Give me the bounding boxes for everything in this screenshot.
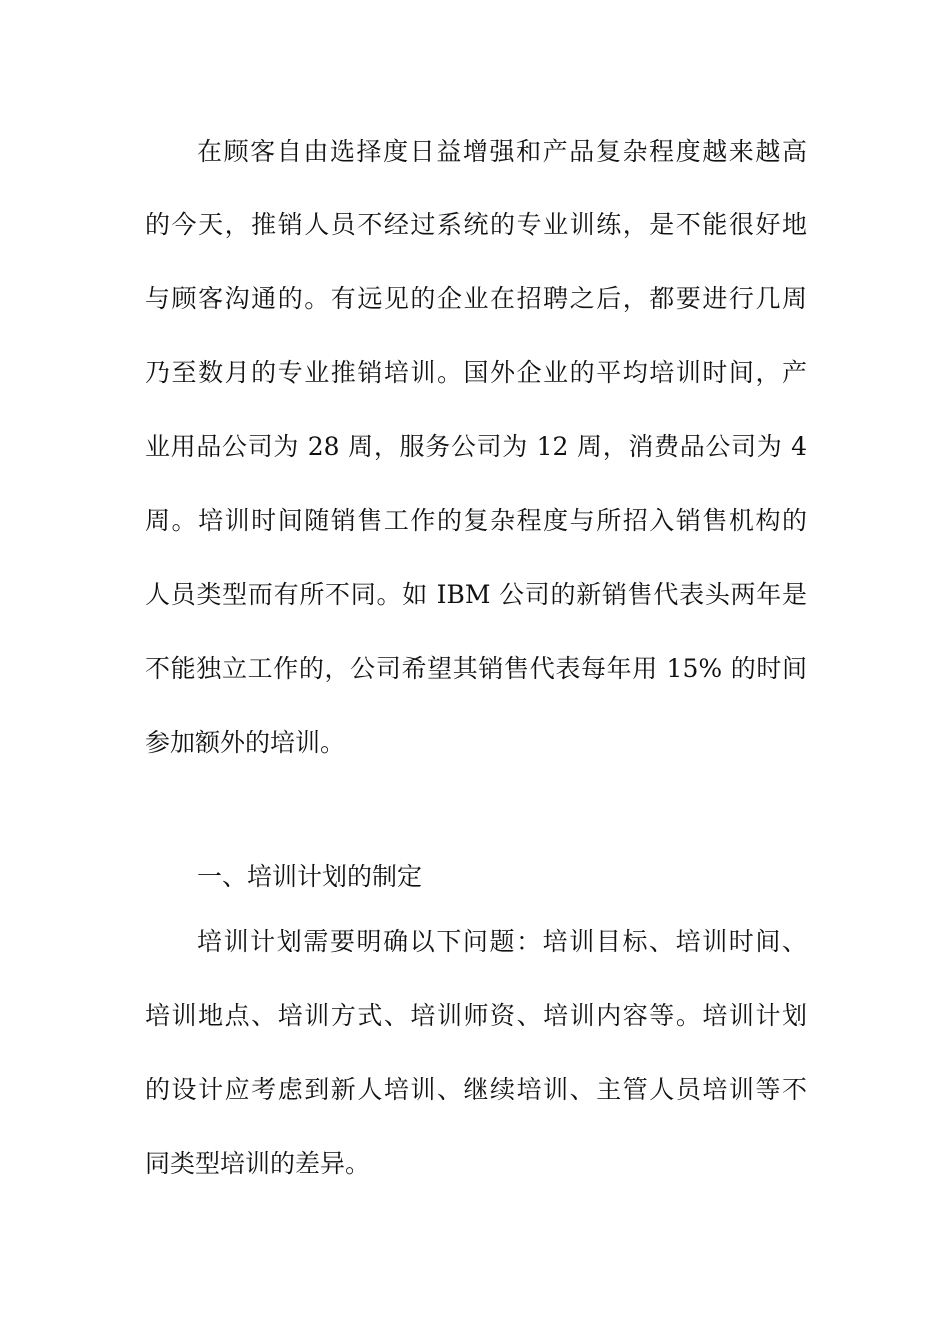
paragraph-1-line-9: 参加额外的培训。	[145, 728, 346, 757]
paragraph-1-line-8: 不能独立工作的，公司希望其销售代表每年用 15% 的时间	[145, 654, 807, 683]
section-1-line-3: 的设计应考虑到新人培训、继续培训、主管人员培训等不	[145, 1075, 807, 1104]
paragraph-1-line-7: 人员类型而有所不同。如 IBM 公司的新销售代表头两年是	[145, 580, 807, 609]
paragraph-1-line-3: 与顾客沟通的。有远见的企业在招聘之后，都要进行几周	[145, 284, 807, 313]
section-1-line-4: 同类型培训的差异。	[145, 1149, 371, 1178]
paragraph-1-line-6: 周。培训时间随销售工作的复杂程度与所招入销售机构的	[145, 506, 807, 535]
section-heading: 一、培训计划的制定	[197, 862, 423, 891]
section-1-line-1: 培训计划需要明确以下问题：培训目标、培训时间、	[197, 927, 807, 956]
paragraph-1-line-1: 在顾客自由选择度日益增强和产品复杂程度越来越高	[197, 137, 807, 166]
paragraph-1-line-2: 的今天，推销人员不经过系统的专业训练，是不能很好地	[145, 210, 807, 239]
section-1-line-2: 培训地点、培训方式、培训师资、培训内容等。培训计划	[145, 1001, 807, 1030]
paragraph-1-line-5: 业用品公司为 28 周，服务公司为 12 周，消费品公司为 4	[145, 432, 807, 461]
paragraph-1-line-4: 乃至数月的专业推销培训。国外企业的平均培训时间，产	[145, 358, 807, 387]
